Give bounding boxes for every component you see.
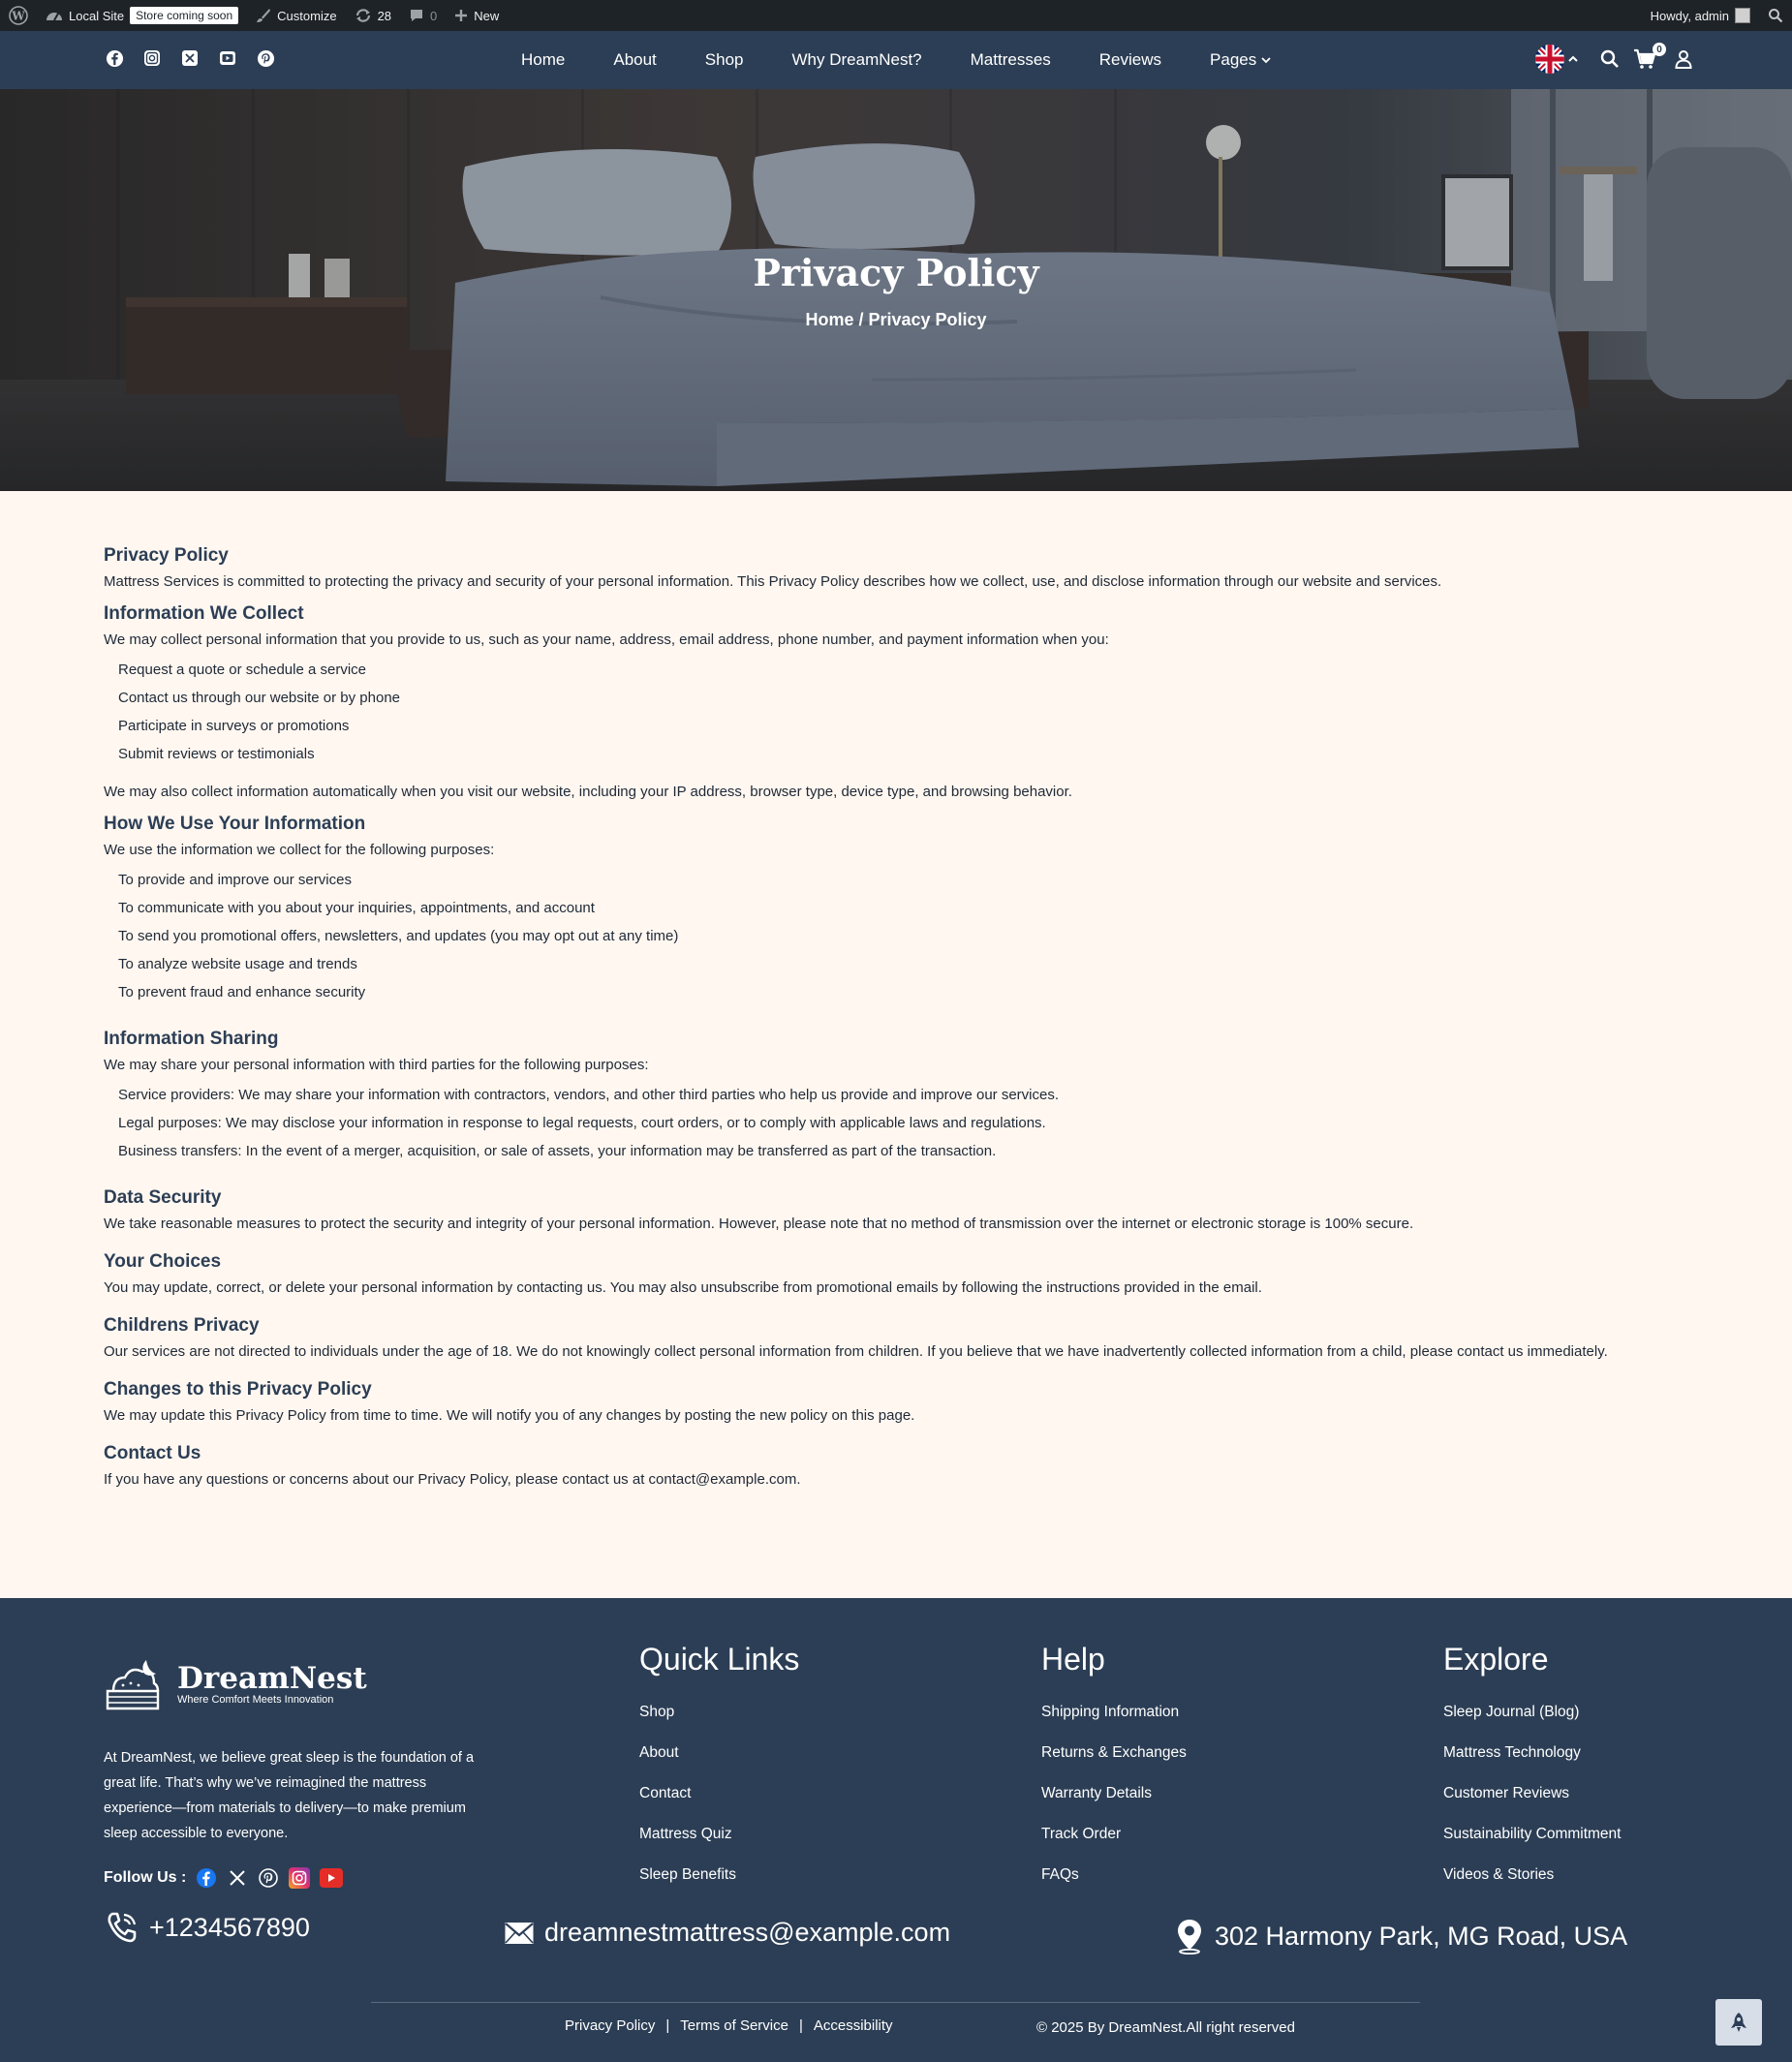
store-coming-soon-badge[interactable]: Store coming soon: [130, 7, 238, 24]
chevron-up-icon: [1567, 53, 1579, 65]
site-header: [0, 31, 1792, 89]
footer-tagline: Where Comfort Meets Innovation: [177, 1694, 334, 1706]
uk-flag-icon: [1535, 45, 1564, 74]
list-item: Legal purposes: We may disclose your information in response to legal requests, court orders, or to comply with applicable laws and regulations.: [118, 1115, 1046, 1131]
sharing-list: [104, 1081, 1702, 1165]
x-icon[interactable]: [227, 1867, 248, 1889]
section-sharing: [104, 1026, 1702, 1165]
security-text: We take reasonable measures to protect the security and integrity of your personal information. However, please note that no method of transmission over the internet or electronic storage is 100% secure.: [104, 1216, 1414, 1232]
help-heading: Help: [1041, 1642, 1105, 1677]
contact-email-link[interactable]: contact@example.com: [648, 1471, 797, 1488]
footer-link-contact[interactable]: Contact: [639, 1785, 692, 1801]
svg-text:W: W: [12, 9, 25, 23]
footer-address-text: 302 Harmony Park, MG Road, USA: [1215, 1921, 1628, 1951]
footer-link-reviews[interactable]: Customer Reviews: [1443, 1785, 1570, 1801]
chevron-down-icon: [1260, 54, 1272, 66]
section-choices: [104, 1248, 1702, 1301]
contact-text-end: .: [796, 1471, 801, 1488]
list-item: Participate in surveys or promotions: [118, 718, 350, 734]
copyright: © 2025 By DreamNest.All right reserved: [1036, 2019, 1295, 2036]
policy-title: Privacy Policy: [104, 545, 229, 566]
location-pin-icon: [1174, 1918, 1205, 1954]
section-contact: [104, 1440, 1702, 1493]
admin-bar: [0, 0, 1792, 31]
cart-button[interactable]: [1633, 44, 1662, 70]
changes-heading: Changes to this Privacy Policy: [104, 1379, 372, 1400]
use-list: [104, 866, 1702, 1006]
use-heading: How We Use Your Information: [104, 814, 366, 834]
header-actions: [1535, 45, 1693, 74]
footer-about-text: At DreamNest, we believe great sleep is the foundation of a great life. That’s why we’ve reimagined the mattress experience—from materials to delivery—to make premium sleep accessible to everyone.: [104, 1750, 475, 1841]
footer-link-technology[interactable]: Mattress Technology: [1443, 1744, 1581, 1761]
footer-address: [1174, 1918, 1627, 1954]
separator: |: [665, 2017, 670, 2034]
separator: |: [798, 2017, 803, 2034]
section-security: [104, 1185, 1702, 1237]
footer-email-address: dreamnestmattress@example.com: [544, 1918, 951, 1947]
instagram-icon[interactable]: [142, 48, 162, 68]
policy-content: [104, 542, 1702, 1498]
back-to-top-button[interactable]: [1715, 1999, 1762, 2046]
footer-legal-links: [565, 2017, 893, 2034]
updates-count: 28: [377, 8, 392, 23]
nav-shop[interactable]: Shop: [704, 50, 744, 69]
main-nav: [521, 31, 1320, 89]
footer-help: [1041, 1642, 1187, 1905]
footer-link-sustainability[interactable]: Sustainability Commitment: [1443, 1826, 1622, 1842]
howdy-text: Howdy, admin: [1650, 8, 1729, 23]
nav-home[interactable]: Home: [521, 50, 566, 69]
nav-mattresses[interactable]: Mattresses: [970, 50, 1051, 69]
nav-why-dreamnest[interactable]: Why DreamNest?: [791, 50, 922, 69]
comments-count: 0: [430, 8, 438, 23]
dashboard-icon: [46, 9, 63, 22]
plus-icon: [454, 9, 468, 22]
footer-link-sleep-benefits[interactable]: Sleep Benefits: [639, 1866, 736, 1883]
footer-link-shop[interactable]: Shop: [639, 1704, 675, 1720]
footer-link-warranty[interactable]: Warranty Details: [1041, 1785, 1152, 1801]
list-item: To analyze website usage and trends: [118, 956, 357, 972]
language-switcher[interactable]: [1535, 45, 1579, 74]
new-label: New: [474, 8, 500, 23]
pinterest-icon[interactable]: [258, 1867, 279, 1889]
cart-count-badge: 0: [1653, 43, 1666, 56]
footer-logo[interactable]: [104, 1656, 367, 1712]
search-icon: [1600, 49, 1620, 69]
nav-pages[interactable]: [1210, 50, 1272, 70]
facebook-icon[interactable]: [105, 48, 124, 68]
footer-explore: [1443, 1642, 1621, 1905]
section-changes: [104, 1376, 1702, 1429]
nav-pages-label: Pages: [1210, 50, 1257, 69]
x-icon[interactable]: [180, 48, 200, 68]
choices-text: You may update, correct, or delete your personal information by contacting us. You may also unsubscribe from promotional emails by following the instructions provided in the email.: [104, 1279, 1262, 1296]
mattress-logo-icon: [104, 1656, 164, 1712]
legal-link-terms[interactable]: Terms of Service: [680, 2017, 788, 2034]
sharing-lead: We may share your personal information with third parties for the following purposes:: [104, 1057, 649, 1073]
collect-list: [104, 656, 1702, 768]
choices-heading: Your Choices: [104, 1251, 222, 1272]
footer-link-shipping[interactable]: Shipping Information: [1041, 1704, 1180, 1720]
rocket-icon: [1729, 2012, 1748, 2033]
hero-title: Privacy Policy: [753, 251, 1039, 294]
sharing-heading: Information Sharing: [104, 1029, 279, 1049]
header-search-button[interactable]: [1600, 49, 1620, 69]
contact-text-line: [104, 1467, 1702, 1493]
footer-link-faqs[interactable]: FAQs: [1041, 1866, 1079, 1883]
instagram-icon[interactable]: [289, 1867, 310, 1889]
admin-search-button[interactable]: [1759, 0, 1792, 31]
page-hero: [0, 89, 1792, 491]
explore-heading: Explore: [1443, 1642, 1549, 1677]
section-intro: [104, 542, 1702, 595]
list-item: To provide and improve our services: [118, 872, 352, 888]
envelope-icon: [504, 1921, 535, 1946]
breadcrumb: Home / Privacy Policy: [805, 310, 987, 329]
follow-us-label: Follow Us :: [104, 1869, 187, 1886]
footer-follow-us: [104, 1867, 343, 1889]
customize-link[interactable]: [247, 0, 345, 31]
site-name: Local Site: [69, 8, 125, 23]
user-icon: [1674, 49, 1693, 69]
legal-link-privacy[interactable]: Privacy Policy: [565, 2017, 656, 2034]
nav-reviews[interactable]: Reviews: [1098, 50, 1162, 69]
customize-label: Customize: [277, 8, 337, 23]
phone-icon: [105, 1910, 139, 1945]
nav-about[interactable]: About: [613, 50, 657, 69]
use-lead: We use the information we collect for the following purposes:: [104, 842, 495, 858]
contact-heading: Contact Us: [104, 1443, 201, 1463]
list-item: Service providers: We may share your information with contractors, vendors, and other third parties who help us provide and improve our services.: [118, 1087, 1060, 1103]
changes-text: We may update this Privacy Policy from time to time. We will notify you of any changes by posting the new policy on this page.: [104, 1407, 915, 1424]
facebook-icon[interactable]: [196, 1867, 217, 1889]
security-heading: Data Security: [104, 1187, 222, 1208]
brush-icon: [256, 8, 271, 23]
list-item: To prevent fraud and enhance security: [118, 984, 366, 1000]
list-item: To send you promotional offers, newsletters, and updates (you may opt out at any time): [118, 928, 679, 944]
footer-divider: [371, 2002, 1420, 2003]
children-text: Our services are not directed to individuals under the age of 18. We do not knowingly collect personal information from children. If you believe that we have inadvertently collected information from a child, please contact us immediately.: [104, 1343, 1608, 1360]
comments-link[interactable]: [400, 0, 446, 31]
new-content-link[interactable]: [446, 0, 508, 31]
footer-link-videos[interactable]: Videos & Stories: [1443, 1866, 1555, 1883]
footer-link-blog[interactable]: Sleep Journal (Blog): [1443, 1704, 1580, 1720]
section-use: [104, 811, 1702, 1006]
comment-icon: [409, 8, 424, 23]
footer-quick-links: [639, 1642, 799, 1905]
section-collect: [104, 600, 1702, 805]
site-name-link[interactable]: [37, 0, 247, 31]
site-footer: [0, 1598, 1792, 2062]
footer-link-mattress-quiz[interactable]: Mattress Quiz: [639, 1826, 732, 1842]
footer-brand-name: DreamNest: [177, 1661, 367, 1696]
footer-phone[interactable]: [105, 1910, 310, 1945]
pinterest-icon[interactable]: [256, 48, 275, 68]
list-item: Request a quote or schedule a service: [118, 662, 366, 678]
section-children: [104, 1312, 1702, 1365]
footer-link-track-order[interactable]: Track Order: [1041, 1826, 1122, 1842]
search-icon: [1768, 8, 1783, 23]
footer-link-about[interactable]: About: [639, 1744, 679, 1761]
collect-heading: Information We Collect: [104, 603, 304, 624]
my-account-link[interactable]: [1642, 0, 1759, 31]
youtube-icon[interactable]: [320, 1868, 343, 1888]
children-heading: Childrens Privacy: [104, 1315, 260, 1336]
wordpress-logo-icon[interactable]: [0, 0, 37, 31]
avatar: [1735, 8, 1750, 23]
list-item: To communicate with you about your inquiries, appointments, and account: [118, 900, 595, 916]
quick-links-heading: Quick Links: [639, 1642, 800, 1677]
legal-link-accessibility[interactable]: Accessibility: [813, 2017, 893, 2034]
list-item: Business transfers: In the event of a merger, acquisition, or sale of assets, your information may be transferred as part of the transaction.: [118, 1143, 997, 1159]
list-item: Contact us through our website or by phone: [118, 690, 401, 706]
collect-lead: We may collect personal information that you provide to us, such as your name, address, email address, phone number, and payment information when you:: [104, 631, 1109, 648]
intro-text: Mattress Services is committed to protecting the privacy and security of your personal information. This Privacy Policy describes how we collect, use, and disclose information through our website and services.: [104, 573, 1442, 590]
footer-email[interactable]: [504, 1918, 950, 1948]
footer-link-returns[interactable]: Returns & Exchanges: [1041, 1744, 1187, 1761]
collect-after: We may also collect information automatically when you visit our website, including your IP address, browser type, device type, and browsing behavior.: [104, 784, 1072, 800]
list-item: Submit reviews or testimonials: [118, 746, 315, 762]
updates-icon: [355, 7, 372, 24]
footer-phone-number: +1234567890: [149, 1912, 310, 1942]
youtube-icon[interactable]: [218, 48, 237, 68]
account-button[interactable]: [1674, 49, 1693, 69]
contact-text: If you have any questions or concerns about our Privacy Policy, please contact us at: [104, 1471, 649, 1488]
header-social-links: [105, 48, 275, 68]
updates-link[interactable]: [346, 0, 400, 31]
